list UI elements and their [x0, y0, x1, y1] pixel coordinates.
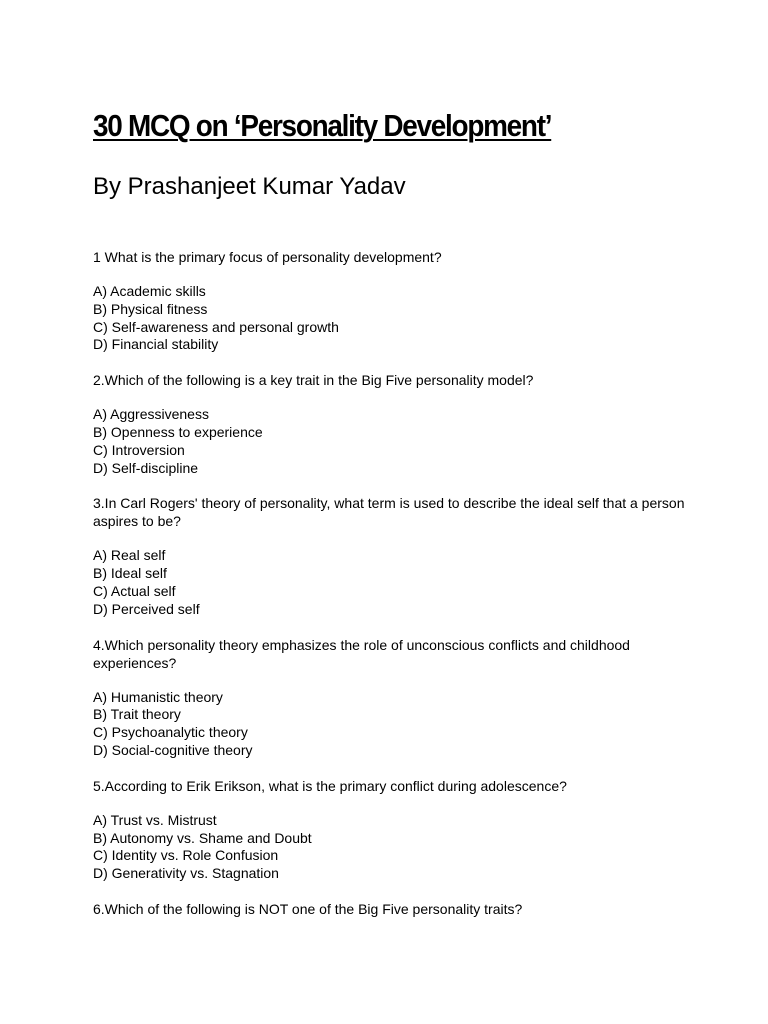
question-text: 5.According to Erik Erikson, what is the primary conflict during adolescence?	[93, 777, 567, 794]
option-c: C) Self-awareness and personal growth	[93, 318, 339, 335]
question-3	[93, 494, 693, 618]
question-text: 4.Which personality theory emphasizes the role of unconscious conflicts and childhood experiences?	[93, 636, 630, 671]
option-b: B) Autonomy vs. Shame and Doubt	[93, 829, 312, 846]
document-author: By Prashanjeet Kumar Yadav	[93, 173, 406, 200]
question-text: 2.Which of the following is a key trait in the Big Five personality model?	[93, 372, 534, 389]
option-a: A) Humanistic theory	[93, 688, 223, 705]
option-list	[93, 689, 693, 760]
question-5	[93, 777, 693, 883]
document-page	[93, 106, 693, 935]
option-b: B) Physical fitness	[93, 300, 208, 317]
option-list	[93, 547, 693, 618]
option-b: B) Ideal self	[93, 565, 167, 582]
option-list	[93, 812, 693, 883]
question-6	[93, 900, 693, 918]
question-text: 1 What is the primary focus of personality development?	[93, 249, 442, 265]
question-2	[93, 371, 693, 477]
option-d: D) Financial stability	[93, 336, 219, 353]
option-c: C) Actual self	[93, 582, 176, 599]
option-a: A) Aggressiveness	[93, 406, 209, 423]
question-text: 3.In Carl Rogers' theory of personality, what term is used to describe the ideal self that a person aspires to be?	[93, 495, 685, 530]
option-a: A) Academic skills	[93, 283, 206, 299]
question-4	[93, 636, 693, 760]
question-1	[93, 248, 693, 354]
option-a: A) Trust vs. Mistrust	[93, 811, 217, 828]
option-b: B) Trait theory	[93, 706, 181, 723]
option-list	[93, 406, 693, 477]
option-list	[93, 283, 693, 354]
option-c: C) Introversion	[93, 441, 185, 458]
option-b: B) Openness to experience	[93, 423, 263, 440]
option-c: C) Identity vs. Role Confusion	[93, 847, 279, 864]
question-text: 6.Which of the following is NOT one of the Big Five personality traits?	[93, 900, 523, 917]
option-c: C) Psychoanalytic theory	[93, 724, 248, 741]
option-d: D) Perceived self	[93, 600, 200, 617]
question-list	[93, 248, 693, 918]
option-a: A) Real self	[93, 547, 166, 564]
option-d: D) Generativity vs. Stagnation	[93, 865, 279, 882]
option-d: D) Self-discipline	[93, 459, 199, 476]
option-d: D) Social-cognitive theory	[93, 741, 253, 758]
document-title: 30 MCQ on ‘Personality Development’	[93, 108, 552, 143]
